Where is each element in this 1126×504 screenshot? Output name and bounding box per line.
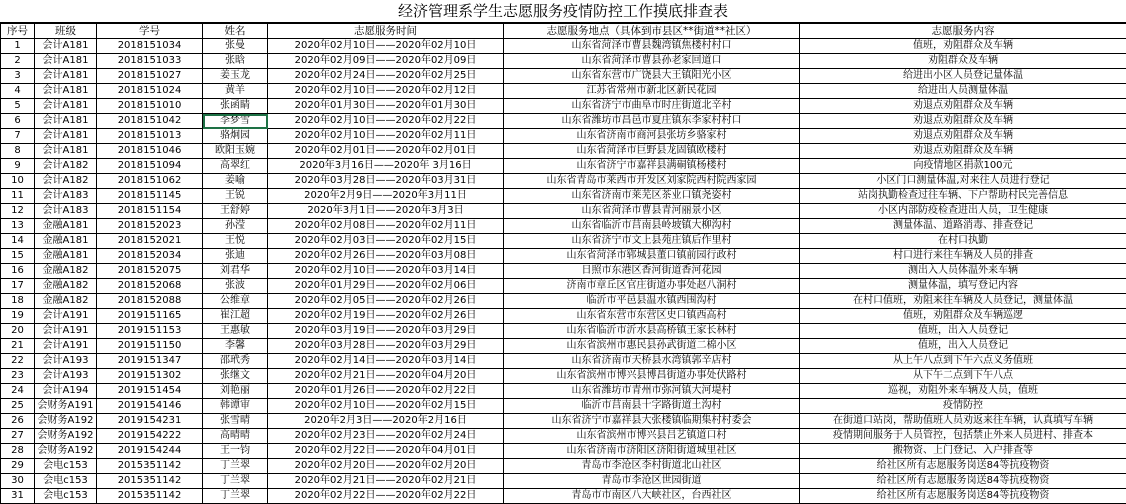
table-cell[interactable]: 29: [1, 459, 35, 474]
table-cell[interactable]: 2020年3月16日——2020年 3月16日: [268, 159, 504, 174]
table-cell[interactable]: 19: [1, 309, 35, 324]
table-cell[interactable]: 2020年02月08日——2020年02月11日: [268, 219, 504, 234]
table-cell[interactable]: 金融A182: [35, 279, 97, 294]
table-cell[interactable]: 2020年2月9日——2020年3月11日: [268, 189, 504, 204]
table-cell[interactable]: 2020年02月14日——2020年03月14日: [268, 354, 504, 369]
table-cell[interactable]: 张函睛: [203, 99, 268, 114]
header-cell[interactable]: 志愿服务地点（具体到市县区**街道**社区）: [504, 24, 800, 39]
table-cell[interactable]: 2018151046: [97, 144, 203, 159]
table-cell[interactable]: 16: [1, 264, 35, 279]
table-cell[interactable]: 2020年02月26日——2020年03月08日: [268, 249, 504, 264]
table-cell[interactable]: 江苏省常州市新北区新民花园: [504, 84, 800, 99]
table-row: [1, 39, 1126, 54]
table-cell[interactable]: 王锐: [203, 189, 268, 204]
table-cell[interactable]: 王舒婷: [203, 204, 268, 219]
table-cell[interactable]: 丁兰翠: [203, 474, 268, 489]
table-cell[interactable]: 山东省菏泽市巨野县龙固镇欧楼村: [504, 144, 800, 159]
table-row: [1, 84, 1126, 99]
table-cell[interactable]: 会计A191: [35, 324, 97, 339]
table-cell[interactable]: 22: [1, 354, 35, 369]
table-cell[interactable]: 王一钧: [203, 444, 268, 459]
table-cell[interactable]: 14: [1, 234, 35, 249]
table-cell[interactable]: 3: [1, 69, 35, 84]
table-cell[interactable]: 张曼: [203, 39, 268, 54]
table-cell[interactable]: 给社区所有志愿服务岗送84等抗疫物资: [800, 489, 1126, 504]
table-cell[interactable]: 村口进行来往车辆及人员的排查: [800, 249, 1126, 264]
table-cell[interactable]: 给进出小区人员登记量体温: [800, 69, 1126, 84]
table-cell[interactable]: 30: [1, 474, 35, 489]
table-cell[interactable]: 会计A181: [35, 84, 97, 99]
table-cell[interactable]: 2018151010: [97, 99, 203, 114]
table-cell[interactable]: 2018151062: [97, 174, 203, 189]
table-cell[interactable]: 金融A181: [35, 234, 97, 249]
table-cell[interactable]: 张雪晴: [203, 414, 268, 429]
table-cell[interactable]: 王惠敏: [203, 324, 268, 339]
table-row: [1, 204, 1126, 219]
table-cell[interactable]: 2018151027: [97, 69, 203, 84]
table-cell[interactable]: 张波: [203, 279, 268, 294]
table-cell[interactable]: 青岛市市南区八大峡社区，台西社区: [504, 489, 800, 504]
table-row: [1, 324, 1126, 339]
table-cell[interactable]: 临沂市平邑县温水镇西围沟村: [504, 294, 800, 309]
table-row: [1, 189, 1126, 204]
table-row: [1, 219, 1126, 234]
table-cell[interactable]: 劝退点劝阻群众及车辆: [800, 114, 1126, 129]
table-cell[interactable]: 金融A182: [35, 294, 97, 309]
header-cell[interactable]: 志愿服务时间: [268, 24, 504, 39]
table-cell[interactable]: 青岛市李沧区李村街道北山社区: [504, 459, 800, 474]
table-cell[interactable]: 2018151034: [97, 39, 203, 54]
table-cell[interactable]: 2020年02月24日——2020年02月25日: [268, 69, 504, 84]
table-cell[interactable]: 5: [1, 99, 35, 114]
header-row: [1, 24, 1126, 39]
table-cell[interactable]: 刘君华: [203, 264, 268, 279]
table-cell[interactable]: 会计A181: [35, 114, 97, 129]
header-cell[interactable]: 姓名: [203, 24, 268, 39]
table-cell[interactable]: 济南市章丘区官庄街道办事处赵八洞村: [504, 279, 800, 294]
table-cell[interactable]: 24: [1, 384, 35, 399]
table-cell[interactable]: 搬物资、上门登记、入户排查等: [800, 444, 1126, 459]
table-cell[interactable]: 山东省济宁市嘉祥县满硐镇杨楼村: [504, 159, 800, 174]
table-cell[interactable]: 孙滢: [203, 219, 268, 234]
table-cell[interactable]: 2019151347: [97, 354, 203, 369]
table-row: [1, 489, 1126, 504]
table-cell[interactable]: 在街道口站岗，帮助值班人员劝返来往车辆，认真填写车辆: [800, 414, 1126, 429]
table-cell[interactable]: 2020年02月10日——2020年02月12日: [268, 84, 504, 99]
table-row: [1, 444, 1126, 459]
table-cell[interactable]: 2018152021: [97, 234, 203, 249]
table-cell[interactable]: 会财务A191: [35, 399, 97, 414]
table-cell[interactable]: 值班，劝阻群众及车辆巡逻: [800, 309, 1126, 324]
table-cell[interactable]: 劝退点劝阻群众及车辆: [800, 144, 1126, 159]
table-row: [1, 234, 1126, 249]
table-row: [1, 54, 1126, 69]
table-cell[interactable]: 2018151033: [97, 54, 203, 69]
table-cell[interactable]: 给进出人员测量体温: [800, 84, 1126, 99]
table-cell[interactable]: 会计A193: [35, 369, 97, 384]
table-cell[interactable]: 7: [1, 129, 35, 144]
table-cell[interactable]: 2015351142: [97, 474, 203, 489]
table-cell[interactable]: 向疫情地区捐款100元: [800, 159, 1126, 174]
table-cell[interactable]: 会财务A192: [35, 444, 97, 459]
table-cell[interactable]: 会计A182: [35, 159, 97, 174]
table-cell[interactable]: 值班，劝阻群众及车辆: [800, 39, 1126, 54]
table-row: [1, 144, 1126, 159]
table-cell[interactable]: 山东省东营市东营区史口镇西高村: [504, 309, 800, 324]
table-cell[interactable]: 2019151150: [97, 339, 203, 354]
table-cell[interactable]: 2020年02月22日——2020年04月01日: [268, 444, 504, 459]
table-cell[interactable]: 2015351142: [97, 489, 203, 504]
table-cell[interactable]: 2020年01月29日——2020年02月06日: [268, 279, 504, 294]
table-cell[interactable]: 姜喻: [203, 174, 268, 189]
table-cell[interactable]: 2020年3月1日——2020年3月3日: [268, 204, 504, 219]
table-cell[interactable]: 6: [1, 114, 35, 129]
table-cell[interactable]: 2020年02月23日——2020年02月24日: [268, 429, 504, 444]
table-cell[interactable]: 2019154231: [97, 414, 203, 429]
header-cell[interactable]: 序号: [1, 24, 35, 39]
table-cell[interactable]: 山东省滨州市博兴县博昌街道办事处伏路村: [504, 369, 800, 384]
table-cell[interactable]: 2020年02月10日——2020年02月22日: [268, 114, 504, 129]
table-cell[interactable]: 欧阳玉婉: [203, 144, 268, 159]
table-cell[interactable]: 黄羊: [203, 84, 268, 99]
header-cell[interactable]: 志愿服务内容: [800, 24, 1126, 39]
table-cell[interactable]: 山东省菏泽市曹县魏湾镇焦楼村村口: [504, 39, 800, 54]
table-cell[interactable]: 邵玳秀: [203, 354, 268, 369]
table-cell[interactable]: 给社区所有志愿服务岗送84等抗疫物资: [800, 459, 1126, 474]
table-cell[interactable]: 会计A181: [35, 54, 97, 69]
table-cell[interactable]: 2020年02月10日——2020年02月15日: [268, 399, 504, 414]
table-cell[interactable]: 山东省济南市济阳区济阳街道城里社区: [504, 444, 800, 459]
table-cell[interactable]: 王悦: [203, 234, 268, 249]
table-cell[interactable]: 山东省济南市天桥县水湾镇郭辛店村: [504, 354, 800, 369]
table-cell[interactable]: 小区内部防疫检查进出人员，卫生健康: [800, 204, 1126, 219]
table-cell[interactable]: 21: [1, 339, 35, 354]
table-cell[interactable]: 高翠红: [203, 159, 268, 174]
table-cell[interactable]: 2018151024: [97, 84, 203, 99]
table-cell[interactable]: 2018151145: [97, 189, 203, 204]
table-cell[interactable]: 2020年01月26日——2020年02月22日: [268, 384, 504, 399]
table-cell[interactable]: 9: [1, 159, 35, 174]
table-cell[interactable]: 2019151454: [97, 384, 203, 399]
table-cell[interactable]: 2018151154: [97, 204, 203, 219]
table-cell[interactable]: 31: [1, 489, 35, 504]
table-cell[interactable]: 会电c153: [35, 459, 97, 474]
table-cell[interactable]: 韩谭审: [203, 399, 268, 414]
table-cell[interactable]: 山东省济宁市嘉祥县大张楼镇临期集村村委会: [504, 414, 800, 429]
table-cell[interactable]: 山东省菏泽市郓城县董口镇前园行政村: [504, 249, 800, 264]
table-cell[interactable]: 劝阻群众及车辆: [800, 54, 1126, 69]
table-cell[interactable]: 13: [1, 219, 35, 234]
table-cell[interactable]: 26: [1, 414, 35, 429]
table-cell[interactable]: 2019154146: [97, 399, 203, 414]
table-cell[interactable]: 测量体温、道路消毒、排查登记: [800, 219, 1126, 234]
table-cell[interactable]: 4: [1, 84, 35, 99]
table-cell[interactable]: 2019154222: [97, 429, 203, 444]
table-cell[interactable]: 山东省潍坊市昌邑市夏庄镇东李家村村口: [504, 114, 800, 129]
table-cell[interactable]: 疫情期间服务于人员管控，包括禁止外来人员进村、排查本: [800, 429, 1126, 444]
table-cell[interactable]: 25: [1, 399, 35, 414]
table-cell[interactable]: 在村口值班，劝阻来往车辆及人员登记，测量体温: [800, 294, 1126, 309]
table-cell[interactable]: 日照市东港区香河街道香河花园: [504, 264, 800, 279]
table-cell[interactable]: 2019151302: [97, 369, 203, 384]
table-cell[interactable]: 在村口执勤: [800, 234, 1126, 249]
table-cell[interactable]: 劝退点劝阻群众及车辆: [800, 129, 1126, 144]
table-cell[interactable]: 27: [1, 429, 35, 444]
table-cell[interactable]: 会计A194: [35, 384, 97, 399]
table-row: [1, 459, 1126, 474]
table-cell[interactable]: 10: [1, 174, 35, 189]
table-row: [1, 369, 1126, 384]
table-cell[interactable]: 山东省东营市广饶县大王镇阳光小区: [504, 69, 800, 84]
table-cell[interactable]: 山东省青岛市莱西市开发区刘家院西村院西家园: [504, 174, 800, 189]
table-cell[interactable]: 张继文: [203, 369, 268, 384]
table-row: [1, 354, 1126, 369]
table-cell[interactable]: 2020年03月28日——2020年03月29日: [268, 339, 504, 354]
table-cell[interactable]: 2020年02月05日——2020年02月26日: [268, 294, 504, 309]
table-cell[interactable]: 金融A182: [35, 264, 97, 279]
table-cell[interactable]: 2020年02月10日——2020年03月14日: [268, 264, 504, 279]
table-cell[interactable]: 会电c153: [35, 474, 97, 489]
table-cell[interactable]: 山东省济宁市曲阜市时庄街道北辛村: [504, 99, 800, 114]
table-cell[interactable]: 站岗执勤检查过往车辆、下户帮助村民完善信息: [800, 189, 1126, 204]
table-cell[interactable]: 2020年02月20日——2020年02月20日: [268, 459, 504, 474]
table-row: [1, 384, 1126, 399]
table-cell[interactable]: 山东省济南市商河县张坊乡骆家村: [504, 129, 800, 144]
table-row: [1, 474, 1126, 489]
table-cell[interactable]: 18: [1, 294, 35, 309]
table-cell[interactable]: 2020年01月30日——2020年01月30日: [268, 99, 504, 114]
table-cell[interactable]: 丁兰翠: [203, 489, 268, 504]
table-cell[interactable]: 8: [1, 144, 35, 159]
table-cell[interactable]: 2020年02月03日——2020年02月15日: [268, 234, 504, 249]
table-cell[interactable]: 28: [1, 444, 35, 459]
table-row: [1, 399, 1126, 414]
table-cell[interactable]: 2018152034: [97, 249, 203, 264]
table-cell[interactable]: 20: [1, 324, 35, 339]
table-cell[interactable]: 骆炯园: [203, 129, 268, 144]
table-cell[interactable]: 会计A181: [35, 39, 97, 54]
table-cell[interactable]: 巡视，劝阻外来车辆及人员，值班: [800, 384, 1126, 399]
table-cell[interactable]: 2020年02月10日——2020年02月11日: [268, 129, 504, 144]
table-cell[interactable]: 山东省菏泽市曹县孙老家回道口: [504, 54, 800, 69]
table-cell[interactable]: 公维章: [203, 294, 268, 309]
table-cell[interactable]: 张晗: [203, 54, 268, 69]
table-cell[interactable]: 山东省滨州市博兴县吕艺镇道口村: [504, 429, 800, 444]
table-cell[interactable]: 2020年02月10日——2020年02月10日: [268, 39, 504, 54]
table-cell[interactable]: 2018152023: [97, 219, 203, 234]
table-cell[interactable]: 值班，出入人员登记: [800, 324, 1126, 339]
table-row: [1, 114, 1126, 129]
table-cell[interactable]: 会计A193: [35, 354, 97, 369]
table-cell[interactable]: 23: [1, 369, 35, 384]
table-row: [1, 69, 1126, 84]
header-cell[interactable]: 学号: [97, 24, 203, 39]
table-cell[interactable]: 山东省菏泽市曹县青河丽景小区: [504, 204, 800, 219]
table-cell[interactable]: 山东省临沂市沂水县高桥镇王家长林村: [504, 324, 800, 339]
table-cell[interactable]: 1: [1, 39, 35, 54]
table-cell[interactable]: 临沂市莒南县十字路街道土沟村: [504, 399, 800, 414]
volunteer-table: [0, 23, 1126, 504]
table-cell[interactable]: 2020年02月21日——2020年04月20日: [268, 369, 504, 384]
table-cell[interactable]: 疫情防控: [800, 399, 1126, 414]
table-cell[interactable]: 崔江超: [203, 309, 268, 324]
table-cell[interactable]: 测出入人员体温外来车辆: [800, 264, 1126, 279]
table-cell[interactable]: 会计A181: [35, 129, 97, 144]
sheet-title: 经济管理系学生志愿服务疫情防控工作摸底排查表: [0, 0, 1126, 23]
table-cell[interactable]: 山东省济宁市文上县苑庄镇后作里村: [504, 234, 800, 249]
table-row: [1, 264, 1126, 279]
table-cell[interactable]: 刘艳丽: [203, 384, 268, 399]
table-cell[interactable]: 会计A191: [35, 309, 97, 324]
table-cell[interactable]: 2020年02月09日——2020年02月09日: [268, 54, 504, 69]
table-row: [1, 294, 1126, 309]
table-cell[interactable]: 劝退点劝阻群众及车辆: [800, 99, 1126, 114]
table-cell[interactable]: 2020年02月21日——2020年02月21日: [268, 474, 504, 489]
table-cell[interactable]: 会财务A192: [35, 414, 97, 429]
table-cell[interactable]: 11: [1, 189, 35, 204]
table-row: [1, 249, 1126, 264]
table-cell[interactable]: 会计A183: [35, 189, 97, 204]
table-cell[interactable]: 2020年02月22日——2020年02月22日: [268, 489, 504, 504]
table-cell[interactable]: 李梦雪: [203, 114, 268, 129]
table-cell[interactable]: 李馨: [203, 339, 268, 354]
table-cell[interactable]: 会财务A192: [35, 429, 97, 444]
table-cell[interactable]: 2015351142: [97, 459, 203, 474]
table-cell[interactable]: 2020年02月19日——2020年02月26日: [268, 309, 504, 324]
table-cell[interactable]: 2018151094: [97, 159, 203, 174]
table-cell[interactable]: 会计A191: [35, 339, 97, 354]
table-cell[interactable]: 2019151165: [97, 309, 203, 324]
table-row: [1, 414, 1126, 429]
table-cell[interactable]: 会计A181: [35, 69, 97, 84]
table-row: [1, 99, 1126, 114]
table-cell[interactable]: 12: [1, 204, 35, 219]
table-row: [1, 339, 1126, 354]
table-row: [1, 309, 1126, 324]
table-cell[interactable]: 张迪: [203, 249, 268, 264]
table-row: [1, 174, 1126, 189]
header-cell[interactable]: 班级: [35, 24, 97, 39]
table-cell[interactable]: 2019151153: [97, 324, 203, 339]
table-cell[interactable]: 15: [1, 249, 35, 264]
table-cell[interactable]: 2020年2月3日——2020年2月16日: [268, 414, 504, 429]
table-cell[interactable]: 姜玉龙: [203, 69, 268, 84]
table-cell[interactable]: 给社区所有志愿服务岗送84等抗疫物资: [800, 474, 1126, 489]
table-cell[interactable]: 高晴晴: [203, 429, 268, 444]
table-cell[interactable]: 2020年02月01日——2020年02月01日: [268, 144, 504, 159]
table-cell[interactable]: 2020年03月19日——2020年03月29日: [268, 324, 504, 339]
table-row: [1, 429, 1126, 444]
table-row: [1, 159, 1126, 174]
table-cell[interactable]: 测量体温，填写登记内容: [800, 279, 1126, 294]
table-cell[interactable]: 2: [1, 54, 35, 69]
table-cell[interactable]: 会计A181: [35, 144, 97, 159]
table-cell[interactable]: 青岛市李沧区世园街道: [504, 474, 800, 489]
table-body: [1, 39, 1126, 504]
table-cell[interactable]: 2018152075: [97, 264, 203, 279]
table-row: [1, 279, 1126, 294]
table-cell[interactable]: 山东省临沂市莒南县岭坡镇大柳沟村: [504, 219, 800, 234]
table-cell[interactable]: 会电c153: [35, 489, 97, 504]
table-cell[interactable]: 山东省济南市莱芜区茶业口镇尧姿村: [504, 189, 800, 204]
table-cell[interactable]: 山东省潍坊市青州市弥河镇大河堤村: [504, 384, 800, 399]
table-cell[interactable]: 从上午八点到下午六点义务值班: [800, 354, 1126, 369]
table-cell[interactable]: 17: [1, 279, 35, 294]
table-cell[interactable]: 小区门口测量体温,对来往人员进行登记: [800, 174, 1126, 189]
table-cell[interactable]: 2019154244: [97, 444, 203, 459]
table-cell[interactable]: 山东省滨州市惠民县孙武街道二棉小区: [504, 339, 800, 354]
table-cell[interactable]: 2018151013: [97, 129, 203, 144]
table-cell[interactable]: 会计A183: [35, 204, 97, 219]
table-cell[interactable]: 会计A182: [35, 174, 97, 189]
table-cell[interactable]: 会计A181: [35, 99, 97, 114]
table-cell[interactable]: 值班，出入人员登记: [800, 339, 1126, 354]
table-cell[interactable]: 2018152088: [97, 294, 203, 309]
table-cell[interactable]: 2020年03月28日——2020年03月31日: [268, 174, 504, 189]
table-cell[interactable]: 从下午二点到下午八点: [800, 369, 1126, 384]
table-cell[interactable]: 金融A181: [35, 219, 97, 234]
table-cell[interactable]: 2018152068: [97, 279, 203, 294]
table-cell[interactable]: 丁兰翠: [203, 459, 268, 474]
table-cell[interactable]: 金融A181: [35, 249, 97, 264]
table-row: [1, 129, 1126, 144]
table-cell[interactable]: 2018151042: [97, 114, 203, 129]
